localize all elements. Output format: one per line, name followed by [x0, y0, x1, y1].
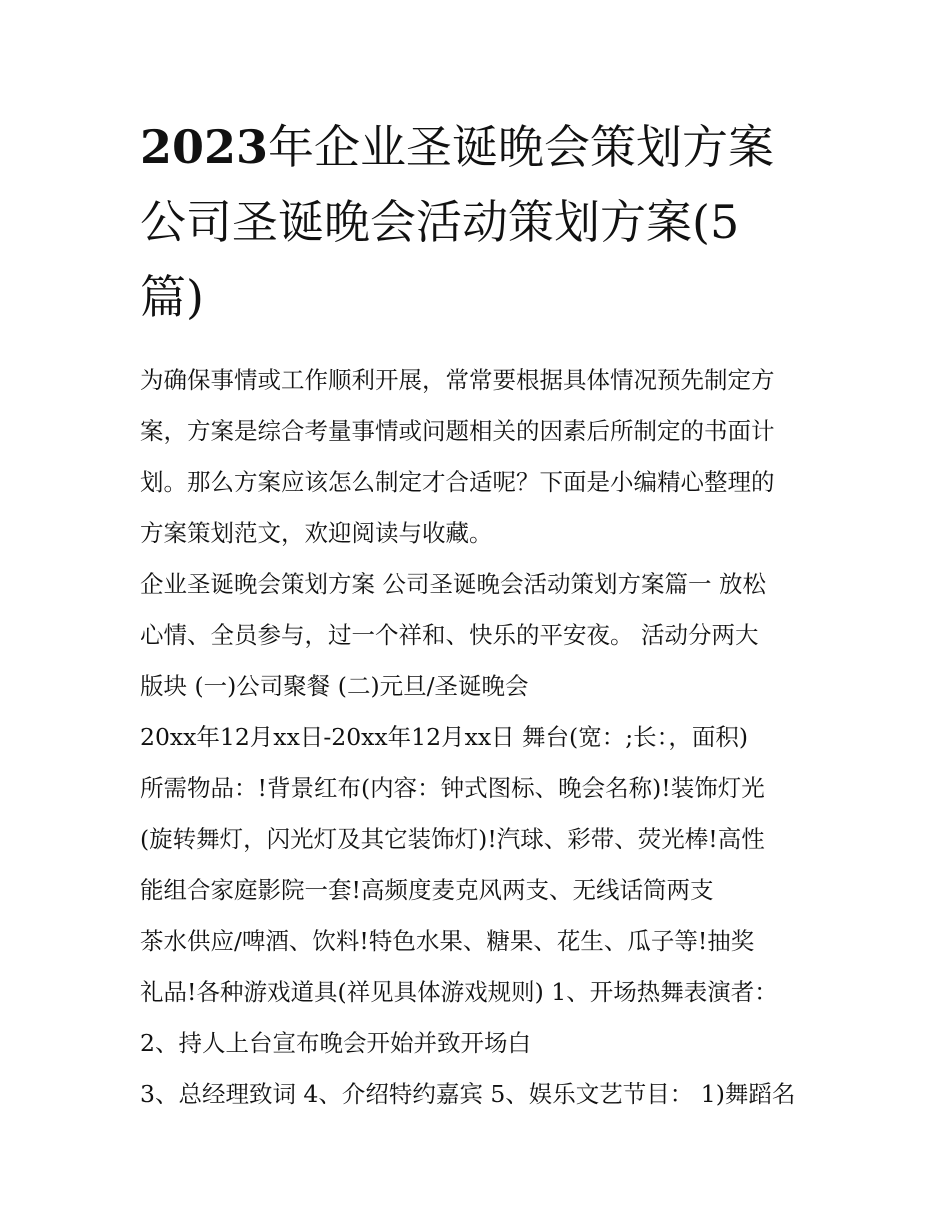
title-year: 2023: [140, 120, 269, 174]
document-title: [140, 110, 830, 335]
body-line: 为确保事情或工作顺利开展，常常要根据具体情况预先制定方: [140, 366, 775, 394]
title-line-1-rest: 年企业圣诞晚会策划方案: [268, 120, 775, 174]
body-line: 心情、全员参与，过一个祥和、快乐的平安夜。 活动分两大: [140, 621, 759, 649]
body-line: 企业圣诞晚会策划方案 公司圣诞晚会活动策划方案篇一 放松: [140, 570, 766, 598]
body-line: 2、持人上台宣布晚会开始并致开场白: [140, 1029, 531, 1057]
body-line: 礼品!各种游戏道具(祥见具体游戏规则) 1、开场热舞表演者：: [140, 978, 778, 1006]
document-body: [140, 355, 830, 1120]
title-line-1: [140, 110, 830, 185]
body-line: 方案策划范文，欢迎阅读与收藏。: [140, 519, 493, 547]
body-line: 3、总经理致词 4、介绍特约嘉宾 5、娱乐文艺节目： 1)舞蹈名: [140, 1080, 796, 1108]
body-line: 茶水供应/啤酒、饮料!特色水果、糖果、花生、瓜子等!抽奖: [140, 927, 755, 955]
body-line: 20xx年12月xx日-20xx年12月xx日 舞台(宽：;长：，面积): [140, 723, 749, 751]
body-line: 所需物品：!背景红布(内容：钟式图标、晚会名称)!装饰灯光: [140, 774, 765, 802]
title-line-2: 公司圣诞晚会活动策划方案(5: [140, 195, 740, 249]
body-line: 划。那么方案应该怎么制定才合适呢？下面是小编精心整理的: [140, 468, 775, 496]
body-line: 能组合家庭影院一套!高频度麦克风两支、无线话筒两支: [140, 876, 714, 904]
body-line: (旋转舞灯，闪光灯及其它装饰灯)!汽球、彩带、荧光棒!高性: [140, 825, 765, 853]
body-line: 版块 (一)公司聚餐 (二)元旦/圣诞晚会: [140, 672, 529, 700]
body-line: 案，方案是综合考量事情或问题相关的因素后所制定的书面计: [140, 417, 775, 445]
title-line-3: 篇): [140, 270, 204, 324]
